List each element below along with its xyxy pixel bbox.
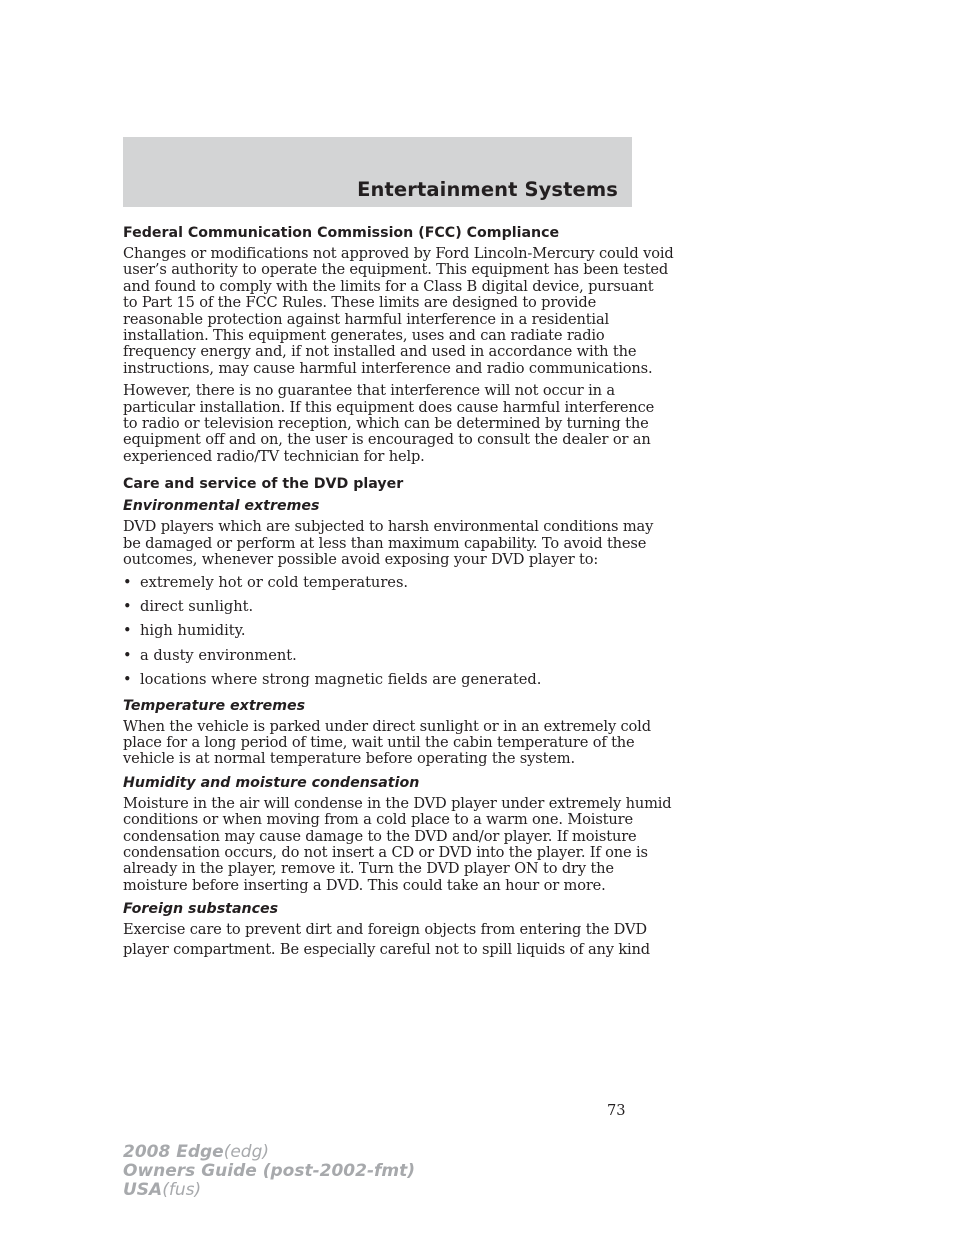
text-line: However, there is no guarantee that interference will not occur in a bbox=[123, 382, 615, 400]
temperature-paragraph bbox=[123, 717, 651, 768]
text-line: condensation occurs, do not insert a CD or DVD into the player. If one is bbox=[123, 843, 648, 861]
list-item-text: high humidity. bbox=[140, 622, 246, 640]
text-line: be damaged or perform at less than maximum capability. To avoid these bbox=[123, 534, 647, 552]
text-line: place for a long period of time, wait until the cabin temperature of the bbox=[123, 733, 635, 751]
text-line: conditions or when moving from a cold place to a warm one. Moisture bbox=[123, 811, 633, 829]
text-line: experienced radio/TV technician for help. bbox=[123, 447, 425, 465]
text-line: When the vehicle is parked under direct sunlight or in an extremely cold bbox=[123, 717, 651, 735]
bullet-icon: • bbox=[123, 597, 132, 615]
footer-line-3 bbox=[123, 1181, 415, 1200]
text-line: particular installation. If this equipment does cause harmful interference bbox=[123, 398, 655, 416]
footer-line-2 bbox=[123, 1162, 415, 1181]
text-line: frequency energy and, if not installed and used in accordance with the bbox=[123, 343, 637, 361]
document-footer bbox=[123, 1143, 415, 1200]
text-line: reasonable protection against harmful interference in a residential bbox=[123, 310, 610, 328]
bullet-icon: • bbox=[123, 646, 132, 664]
text-line: Changes or modifications not approved by Ford Lincoln-Mercury could void bbox=[123, 245, 674, 262]
bullet-icon: • bbox=[123, 671, 132, 689]
text-line: equipment off and on, the user is encouraged to consult the dealer or an bbox=[123, 431, 651, 449]
bullet-icon: • bbox=[123, 622, 132, 640]
environmental-heading: Environmental extremes bbox=[123, 498, 320, 515]
text-line: moisture before inserting a DVD. This could take an hour or more. bbox=[123, 876, 606, 894]
list-item bbox=[123, 672, 638, 688]
fcc-paragraph-2 bbox=[123, 382, 655, 465]
humidity-paragraph bbox=[123, 794, 672, 894]
list-item bbox=[123, 599, 638, 615]
list-item-text: extremely hot or cold temperatures. bbox=[140, 573, 409, 591]
text-line: condensation may cause damage to the DVD and/or player. If moisture bbox=[123, 827, 637, 845]
temperature-heading: Temperature extremes bbox=[123, 697, 306, 714]
fcc-paragraph-1 bbox=[123, 245, 674, 377]
footer-market-code: (fus) bbox=[162, 1180, 202, 1200]
humidity-heading: Humidity and moisture condensation bbox=[123, 774, 420, 791]
list-item bbox=[123, 575, 638, 591]
list-item-text: locations where strong magnetic fields are generated. bbox=[140, 671, 542, 689]
footer-guide: Owners Guide (post-2002-fmt) bbox=[123, 1161, 416, 1181]
fcc-heading: Federal Communication Commission (FCC) Compliance bbox=[123, 225, 560, 241]
section-title: Entertainment Systems bbox=[357, 178, 618, 201]
footer-market: USA bbox=[123, 1180, 163, 1200]
environmental-paragraph bbox=[123, 518, 654, 569]
footer-model-code: (edg) bbox=[223, 1142, 270, 1162]
text-line: to Part 15 of the FCC Rules. These limits are designed to provide bbox=[123, 294, 597, 312]
environmental-bullet-list bbox=[123, 575, 638, 689]
care-heading: Care and service of the DVD player bbox=[123, 476, 404, 493]
list-item-text: direct sunlight. bbox=[140, 597, 254, 615]
footer-line-1 bbox=[123, 1143, 415, 1162]
bullet-icon: • bbox=[123, 573, 132, 591]
text-line: to radio or television reception, which can be determined by turning the bbox=[123, 415, 649, 433]
text-line: Exercise care to prevent dirt and foreign objects from entering the DVD bbox=[123, 921, 647, 939]
text-line: user’s authority to operate the equipment. This equipment has been tested bbox=[123, 261, 669, 279]
text-line: player compartment. Be especially careful not to spill liquids of any kind bbox=[123, 940, 650, 958]
foreign-substances-paragraph bbox=[123, 921, 650, 958]
text-line: installation. This equipment generates, uses and can radiate radio bbox=[123, 327, 605, 345]
list-item-text: a dusty environment. bbox=[140, 646, 297, 664]
section-header-band bbox=[123, 137, 632, 207]
list-item bbox=[123, 648, 638, 664]
text-line: outcomes, whenever possible avoid exposing your DVD player to: bbox=[123, 551, 599, 569]
text-line: Moisture in the air will condense in the DVD player under extremely humid bbox=[123, 794, 672, 812]
page-number: 73 bbox=[607, 1102, 626, 1119]
foreign-substances-heading: Foreign substances bbox=[123, 901, 279, 918]
list-item bbox=[123, 623, 638, 639]
text-line: and found to comply with the limits for a Class B digital device, pursuant bbox=[123, 277, 654, 295]
text-line: DVD players which are subjected to harsh environmental conditions may bbox=[123, 518, 654, 536]
page-content bbox=[123, 224, 674, 964]
footer-model: 2008 Edge bbox=[123, 1142, 224, 1162]
text-line: vehicle is at normal temperature before operating the system. bbox=[123, 750, 575, 768]
text-line: instructions, may cause harmful interference and radio communications. bbox=[123, 359, 653, 377]
text-line: already in the player, remove it. Turn the DVD player ON to dry the bbox=[123, 860, 614, 878]
